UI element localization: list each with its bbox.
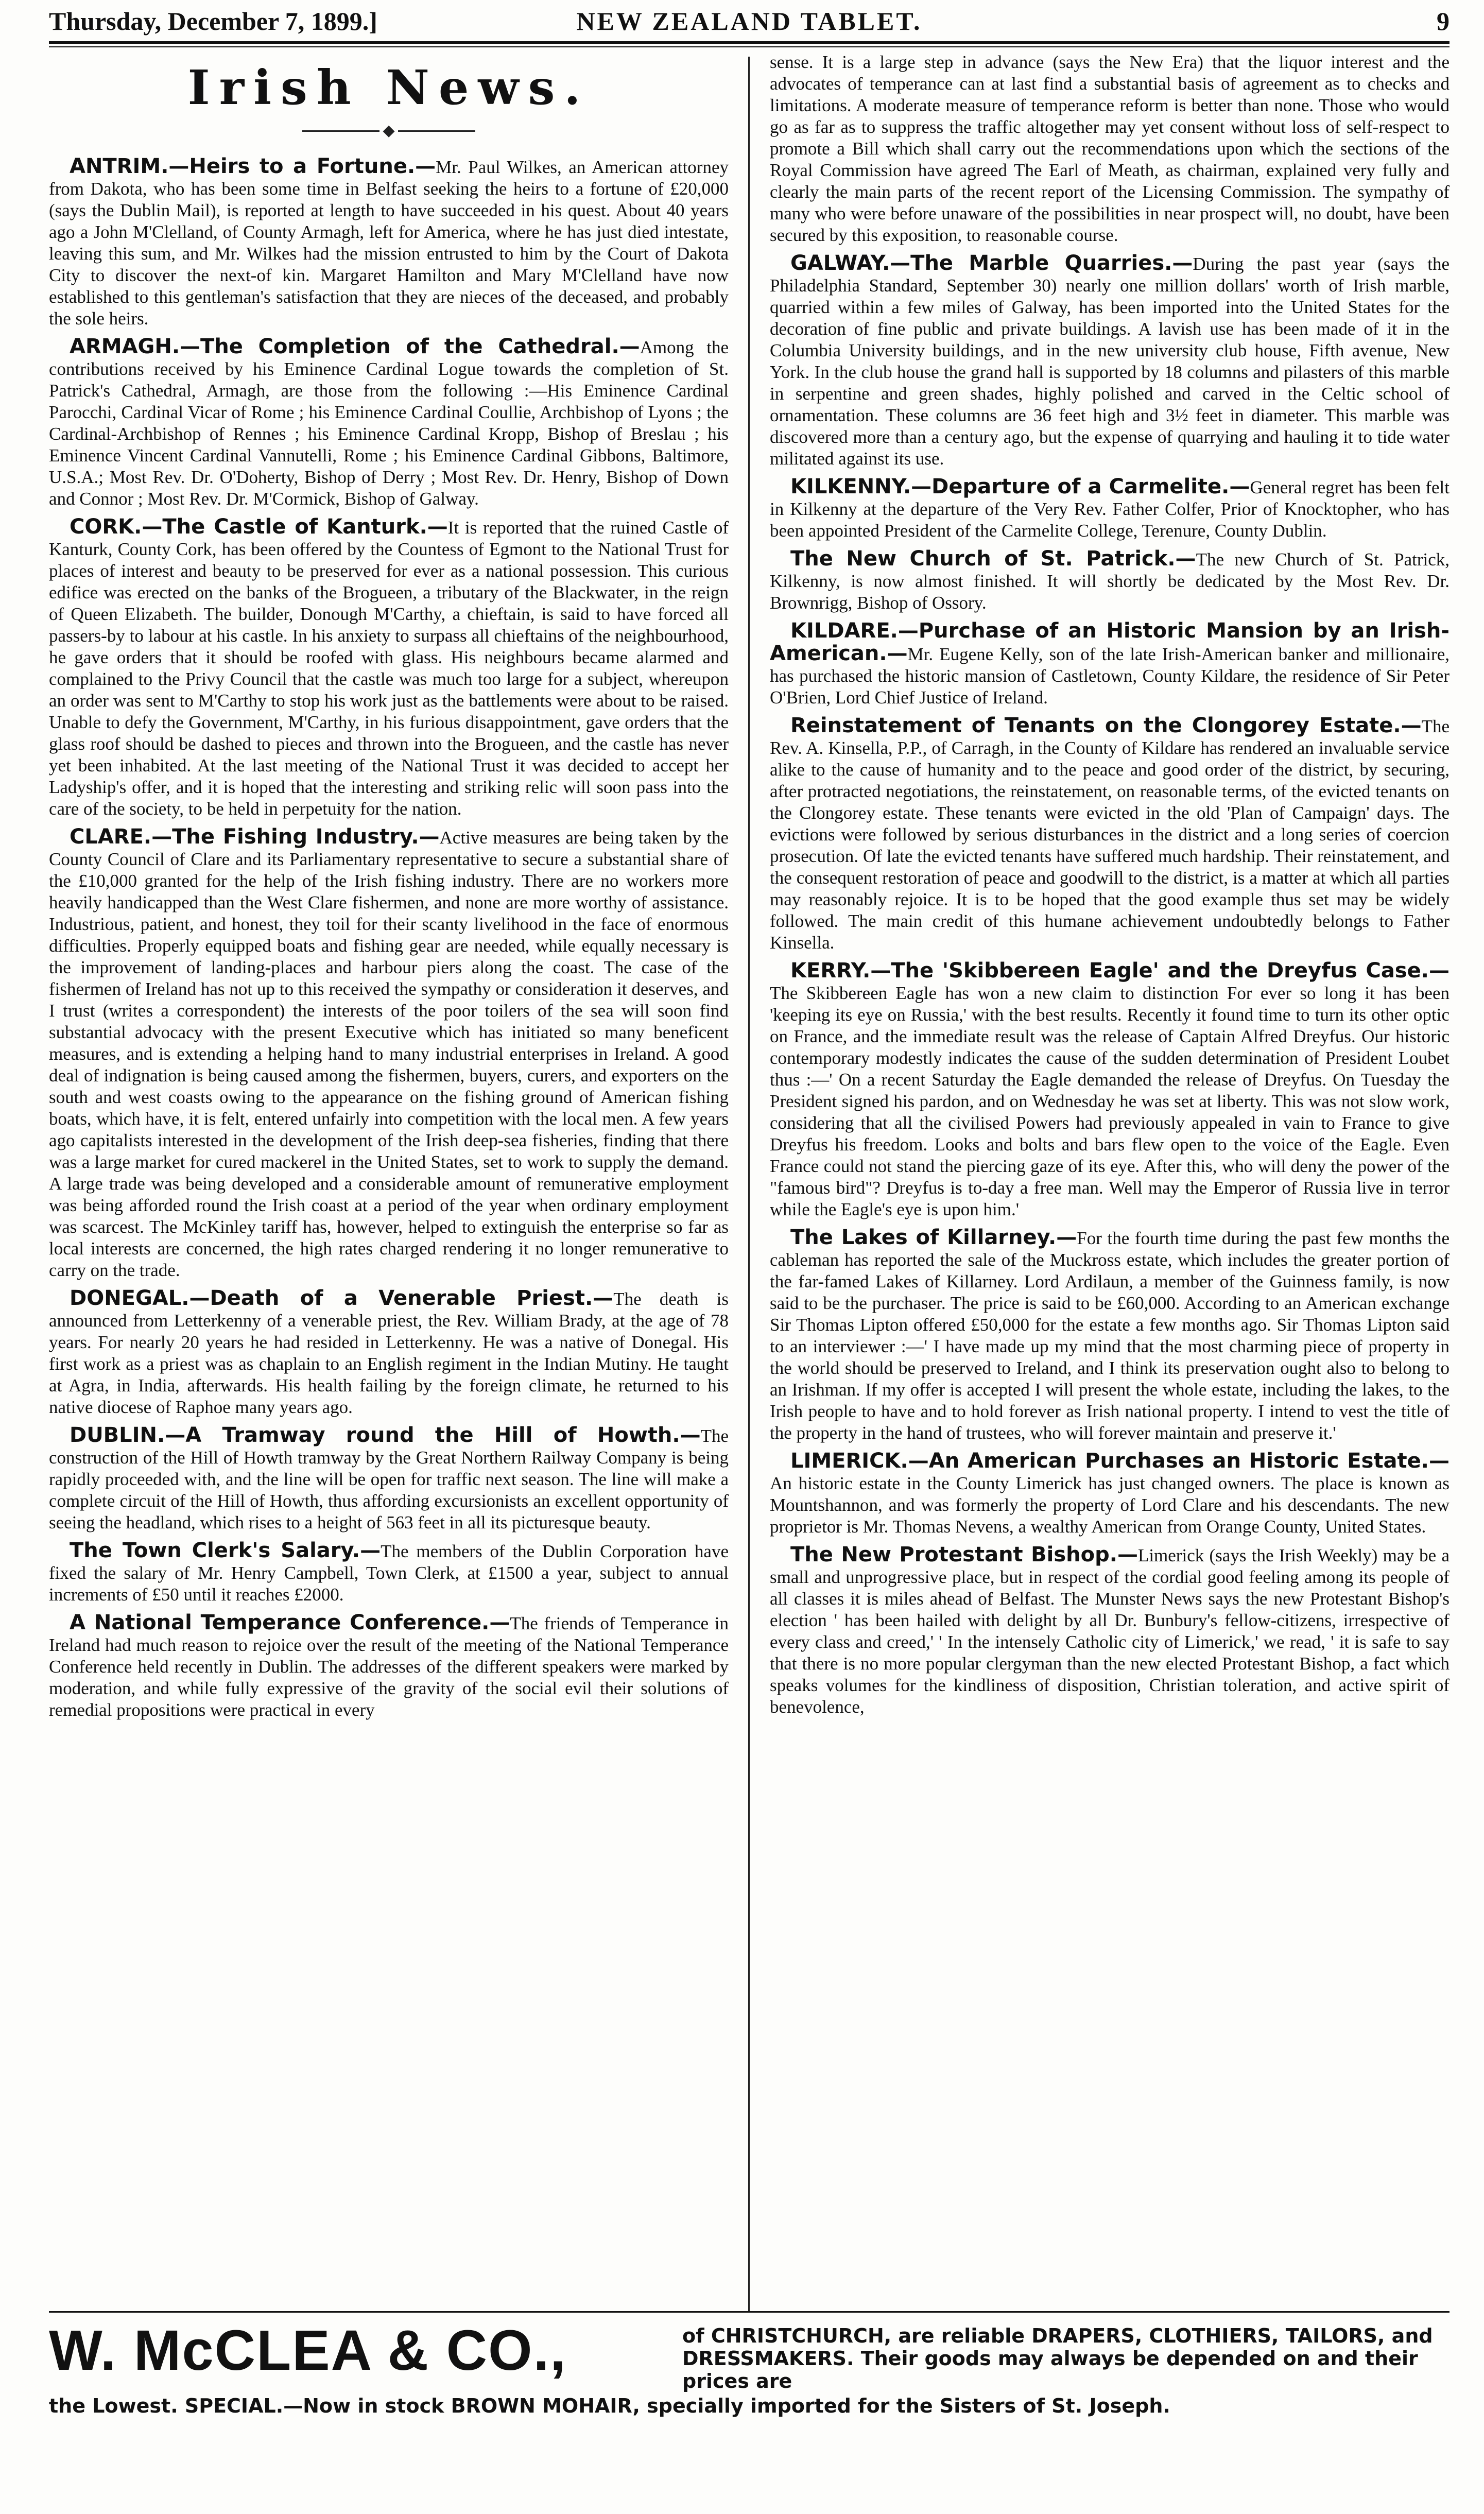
article — [49, 1612, 729, 1721]
article-body: sense. It is a large step in advance (says the New Era) that the liquor interest and the advocates of temperance can at last find a substantial basis of agreement as to checks and limitations. A moderate measure of temperance reform is better than none. Those who would go as far as to suppress the traffic altogether may yet consent without loss of self-respect to promote a Bill which shall carry out the recommendations upon which the sections of the Royal Commission have agreed The Earl of Meath, as chairman, explained very fully and clearly the main parts of the recent report of the Licensing Commission. The sympathy of many who were before unaware of the possibilities in near prospect will, no doubt, have been secured by this exposition, to reasonable course. — [770, 52, 1450, 245]
left-column — [49, 51, 729, 2307]
article — [770, 715, 1450, 954]
article-body: The construction of the Hill of Howth tramway by the Great Northern Railway Company is being rapidly proceeded with, and the line will be open for traffic next season. The line will make a complete circuit of the Hill of Howth, thus affording excursionists an excellent opportunity of seeing the headland, which rises to a height of 563 feet in all its picturesque beauty. — [49, 1426, 729, 1532]
article-body: Active measures are being taken by the County Council of Clare and its Parliamentary representative to secure a substantial share of the £10,000 granted for the help of the Irish fishing industry. There are no workers more heavily handicapped than the West Clare fishermen, and none are more worthy of assistance. Industrious, patient, and honest, they toil for their scanty livelihood in the face of enormous difficulties. Properly equipped boats and fishing gear are needed, while equally necessary is the improvement of landing-places and harbour piers along the coast. The case of the fishermen of Ireland has not up to this received the sympathy or consideration it deserves, and I trust (writes a correspondent) the interests of the poor toilers of the sea will soon find substantial advocacy with the present Executive which has initiated so many beneficent measures, and is extending a helping hand to many industrial enterprises in Ireland. A good deal of indignation is being caused among the fishermen, buyers, curers, and exporters on the south and west coasts owing to the appearance on the fishing ground of American fishing boats, which have, it is felt, entered unfairly into competition with the local men. A few years ago capitalists interested in the development of the Irish deep-sea fisheries, finding that there was a large market for cured mackerel in the United States, set to work to supply the demand. A large trade was being developed and a considerable amount of remunerative employment was being afforded round the Irish coast at a period of the year when ordinary employment was scarcest. The McKinley tariff has, however, helped to extinguish the enterprise so far as local interests are concerned, the high rates charged rendering it no longer remunerative to carry on the trade. — [49, 828, 729, 1280]
article-body: During the past year (says the Philadelphia Standard, September 30) nearly one million dollars' worth of Irish marble, quarried within a few miles of Galway, has been imported into the United States for the decoration of fine public and private buildings. A lavish use has been made of it in the Columbia University buildings, and in the new university club house, Fifth avenue, New York. In the club house the grand hall is supported by 18 columns and pilasters of this marble in serpentine and green shades, highly polished and carved in the Celtic school of ornamentation. These columns are 36 feet high and 3½ feet in diameter. This marble was discovered more than a century ago, but the expense of quarrying and hauling it to tide water militated against its use. — [770, 254, 1450, 469]
article — [770, 548, 1450, 614]
left-articles — [49, 156, 729, 1721]
article — [49, 1540, 729, 1606]
article-headline: KERRY.—The 'Skibbereen Eagle' and the Dreyfus Case.— — [790, 959, 1450, 983]
advert-text: of CHRISTCHURCH, are reliable DRAPERS, CLOTHIERS, TAILORS, and DRESSMAKERS. Their goods may always be depended on and their prices are — [682, 2324, 1433, 2392]
article-body: It is reported that the ruined Castle of Kanturk, County Cork, has been offered by the Countess of Egmont to the National Trust for places of interest and beauty to be preserved for ever as a national possession. This curious edifice was erected on the banks of the Brogueen, a tributary of the Blackwater, in the reign of Queen Elizabeth. The builder, Donough M'Carthy, a chieftain, is said to have forced all passers-by to labour at his castle. In his anxiety to surpass all chieftains of the neighbourhood, he gave orders that it should be roofed with glass. His neighbours became alarmed and complained to the Privy Council that the castle was much too large for a subject, whereupon an order was sent to M'Carthy to stop his work just as the battlements were about to be raised. Unable to defy the Government, M'Carthy, in his furious disappointment, gave orders that the glass roof should be dashed to pieces and thrown into the Brogueen, and the castle has never yet been inhabited. At the last meeting of the National Trust it was decided to accept her Ladyship's offer, and it is hoped that the interesting and striking relic will soon pass into the care of the society, to be held in perpetuity for the nation. — [49, 518, 729, 819]
article-body: The Rev. A. Kinsella, P.P., of Carragh, in the County of Kildare has rendered an invaluable service alike to the cause of humanity and to the peace and good order of the district, by securing, after protracted negotiations, the reinstatement, on reasonable terms, of the evicted tenants on the Clongorey estate. These tenants were evicted in the old 'Plan of Campaign' days. The evictions were followed by serious disturbances in the district and a long series of coercion prosecution. Of late the evicted tenants have suffered much hardship. Their reinstatement, and the consequent restoration of peace and goodwill to the district, is a matter at which all parties may reasonably rejoice. It is to be hoped that the good example thus set may be widely followed. The main credit of this humane achievement undoubtedly belongs to Father Kinsella. — [770, 716, 1450, 953]
article — [770, 620, 1450, 709]
article-headline: DONEGAL.—Death of a Venerable Priest.— — [70, 1286, 614, 1310]
article-headline: ARMAGH.—The Completion of the Cathedral.— — [70, 335, 640, 358]
article-body: The friends of Temperance in Ireland had much reason to rejoice over the result of the meeting of the National Temperance Conference held recently in Dublin. The addresses of the different speakers were marked by moderation, and while fully expressive of the gravity of the social evil their solutions of remedial propositions were practical in every — [49, 1613, 729, 1720]
article-body: Mr. Eugene Kelly, son of the late Irish-American banker and millionaire, has purchased the historic mansion of Castletown, County Kildare, the residence of Sir Peter O'Brien, Lord Chief Justice of Ireland. — [770, 644, 1450, 708]
article — [49, 156, 729, 330]
article — [770, 1227, 1450, 1444]
article — [770, 960, 1450, 1220]
masthead-date: Thursday, December 7, 1899.] — [49, 7, 377, 36]
article-body: Mr. Paul Wilkes, an American attorney from Dakota, who has been some time in Belfast seeking the heirs to a fortune of £20,000 (says the Dublin Mail), is reported at length to have succeeded in his quest. About 40 years ago a John M'Clelland, of County Armagh, left for America, where he has just died intestate, leaving this sum, and Mr. Wilkes had the mission entrusted to him by the Court of Dakota City to discover the next-of kin. Margaret Hamilton and Mary M'Clelland have now established to this gentleman's satisfaction that they are nieces of the deceased, and probably the sole heirs. — [49, 157, 729, 329]
article — [770, 252, 1450, 470]
article-headline: CORK.—The Castle of Kanturk.— — [70, 515, 448, 539]
right-column — [770, 51, 1450, 2307]
article — [49, 516, 729, 820]
article-headline: The Town Clerk's Salary.— — [70, 1539, 381, 1562]
masthead — [49, 6, 1450, 37]
article-body: The new Church of St. Patrick, Kilkenny, is now almost finished. It will shortly be dedicated by the Most Rev. Dr. Brownrigg, Bishop of Ossory. — [770, 549, 1450, 613]
advertiser-name: W. McCLEA & CO., — [49, 2319, 567, 2382]
article-headline: The New Church of St. Patrick.— — [790, 547, 1196, 571]
newspaper-page — [49, 0, 1450, 2514]
article-body: The Skibbereen Eagle has won a new claim to distinction For ever so long it has been 'keeping its eye on Russia,' with the best results. Recently it found time to turn its other optic on France, and the immediate result was the release of Captain Alfred Dreyfus. Our historic contemporary modestly indicates the cause of the sudden determination of President Loubet thus :—' On a recent Saturday the Eagle demanded the release of Dreyfus. On Tuesday the President signed his pardon, and on Wednesday he was set at liberty. This was not slow work, considering that all the civilised Powers had previously appealed in vain to France to give Dreyfus his freedom. Looks and bolts and bars flew open to the voice of the Eagle. Even France could not stand the piercing gaze of its eye. After this, who will deny the power of the "famous bird"? Dreyfus is to-day a free man. Well may the Emperor of Russia live in terror while the Eagle's eye is upon him.' — [770, 983, 1450, 1219]
article-headline: DUBLIN.—A Tramway round the Hill of Howth.— — [70, 1423, 701, 1447]
page-number: 9 — [1437, 7, 1450, 36]
column-divider — [748, 57, 750, 2312]
advert-rule — [49, 2311, 1450, 2313]
right-articles — [770, 51, 1450, 1718]
article-headline: The Lakes of Killarney.— — [790, 1226, 1077, 1249]
article-headline: A National Temperance Conference.— — [70, 1611, 510, 1634]
article — [770, 51, 1450, 246]
article-body: For the fourth time during the past few months the cableman has reported the sale of the Muckross estate, which includes the greater portion of the far-famed Lakes of Killarney. Lord Ardilaun, a member of the Guinness family, is now said to be the purchaser. The price is said to be £60,000. According to an American exchange Sir Thomas Lipton offered £50,000 for the estate a few months ago. Sir Thomas Lipton said to an interviewer :—' I have made up my mind that the most charming piece of property in the world should be preserved to Ireland, and I think its preservation ought also to belong to an Irishman. If my offer is accepted I will present the whole estate, including the lakes, to the Irish people to have and to hold forever as Irish national property. I intend to vest the title of the property in the hand of trustees, who will forever maintain and preserve it.' — [770, 1228, 1450, 1443]
masthead-rule-thin — [49, 46, 1450, 47]
article-body: The members of the Dublin Corporation have fixed the salary of Mr. Henry Campbell, Town Clerk, at £1500 a year, subject to annual increments of £50 until it reaches £2000. — [49, 1541, 729, 1605]
article — [49, 826, 729, 1281]
article-headline: KILDARE.—Purchase of an Historic Mansion by an Irish-American.— — [770, 619, 1450, 665]
section-title: Irish News. — [187, 60, 590, 115]
article-body: An historic estate in the County Limerick has just changed owners. The place is known as Mountshannon, and was formerly the property of Lord Clare and his descendants. The new proprietor is Mr. Thomas Nevens, a wealthy American from Orange County, United States. — [770, 1473, 1450, 1537]
article — [770, 476, 1450, 542]
article-body: Among the contributions received by his Eminence Cardinal Logue towards the completion of St. Patrick's Cathedral, Armagh, are those from the following :—His Eminence Cardinal Parocchi, Cardinal Vicar of Rome ; his Eminence Cardinal Coullie, Archbishop of Lyons ; the Cardinal-Archbishop of Rennes ; his Eminence Cardinal Kropp, Bishop of Breslau ; his Eminence Vincent Cardinal Vannutelli, Rome ; his Eminence Cardinal Gibbons, Baltimore, U.S.A.; Most Rev. Dr. O'Doherty, Bishop of Derry ; Most Rev. Dr. Henry, Bishop of Down and Connor ; Most Rev. Dr. M'Cormick, Bishop of Galway. — [49, 337, 729, 509]
article-headline: Reinstatement of Tenants on the Clongorey Estate.— — [790, 714, 1422, 737]
article — [49, 1424, 729, 1534]
article-headline: The New Protestant Bishop.— — [790, 1543, 1138, 1566]
article — [49, 336, 729, 510]
article-body: The death is announced from Letterkenny of a venerable priest, the Rev. William Brady, at the age of 78 years. For nearly 20 years he had resided in Letterkenny. He was a native of Donegal. His first work as a priest was as chaplain to an English regiment in the Indian Mutiny. He taught at Agra, in India, afterwards. His health failing by the foreign climate, he returned to his native diocese of Raphoe many years ago. — [49, 1289, 729, 1417]
diamond-icon: ◆ — [383, 122, 395, 139]
masthead-title: NEW ZEALAND TABLET. — [576, 7, 922, 36]
ornament-divider — [49, 120, 729, 141]
article-headline: CLARE.—The Fishing Industry.— — [70, 825, 440, 849]
article — [770, 1450, 1450, 1538]
masthead-rule-thick — [49, 41, 1450, 44]
advertisement — [49, 2317, 1450, 2472]
article-headline: LIMERICK.—An American Purchases an Historic Estate.— — [790, 1449, 1450, 1473]
article-headline: KILKENNY.—Departure of a Carmelite.— — [790, 475, 1250, 498]
advert-special-line: the Lowest. SPECIAL.—Now in stock BROWN MOHAIR, specially imported for the Sisters of St. Joseph. — [49, 2395, 1170, 2417]
article — [49, 1287, 729, 1418]
article-headline: ANTRIM.—Heirs to a Fortune.— — [70, 154, 436, 178]
article-body: Limerick (says the Irish Weekly) may be a small and unprogressive place, but in respect of the cordial good feeling among its people of all classes it is miles ahead of Belfast. The Munster News says the new Protestant Bishop's election ' has been hailed with delight by all Dr. Bunbury's fellow-citizens, irrespective of every class and creed,' ' In the intensely Catholic city of Limerick,' we read, ' it is safe to say that there is no more popular clergyman than the new elected Protestant Bishop, a fact which speaks volumes for the kindliness of disposition, Christian toleration, and active spirit of benevolence, — [770, 1545, 1450, 1717]
article-headline: GALWAY.—The Marble Quarries.— — [790, 251, 1193, 275]
article-body: General regret has been felt in Kilkenny at the departure of the Very Rev. Father Colfer, Prior of Knocktopher, who has been appointed President of the Carmelite College, Terenure, County Dublin. — [770, 477, 1450, 541]
article — [770, 1544, 1450, 1718]
